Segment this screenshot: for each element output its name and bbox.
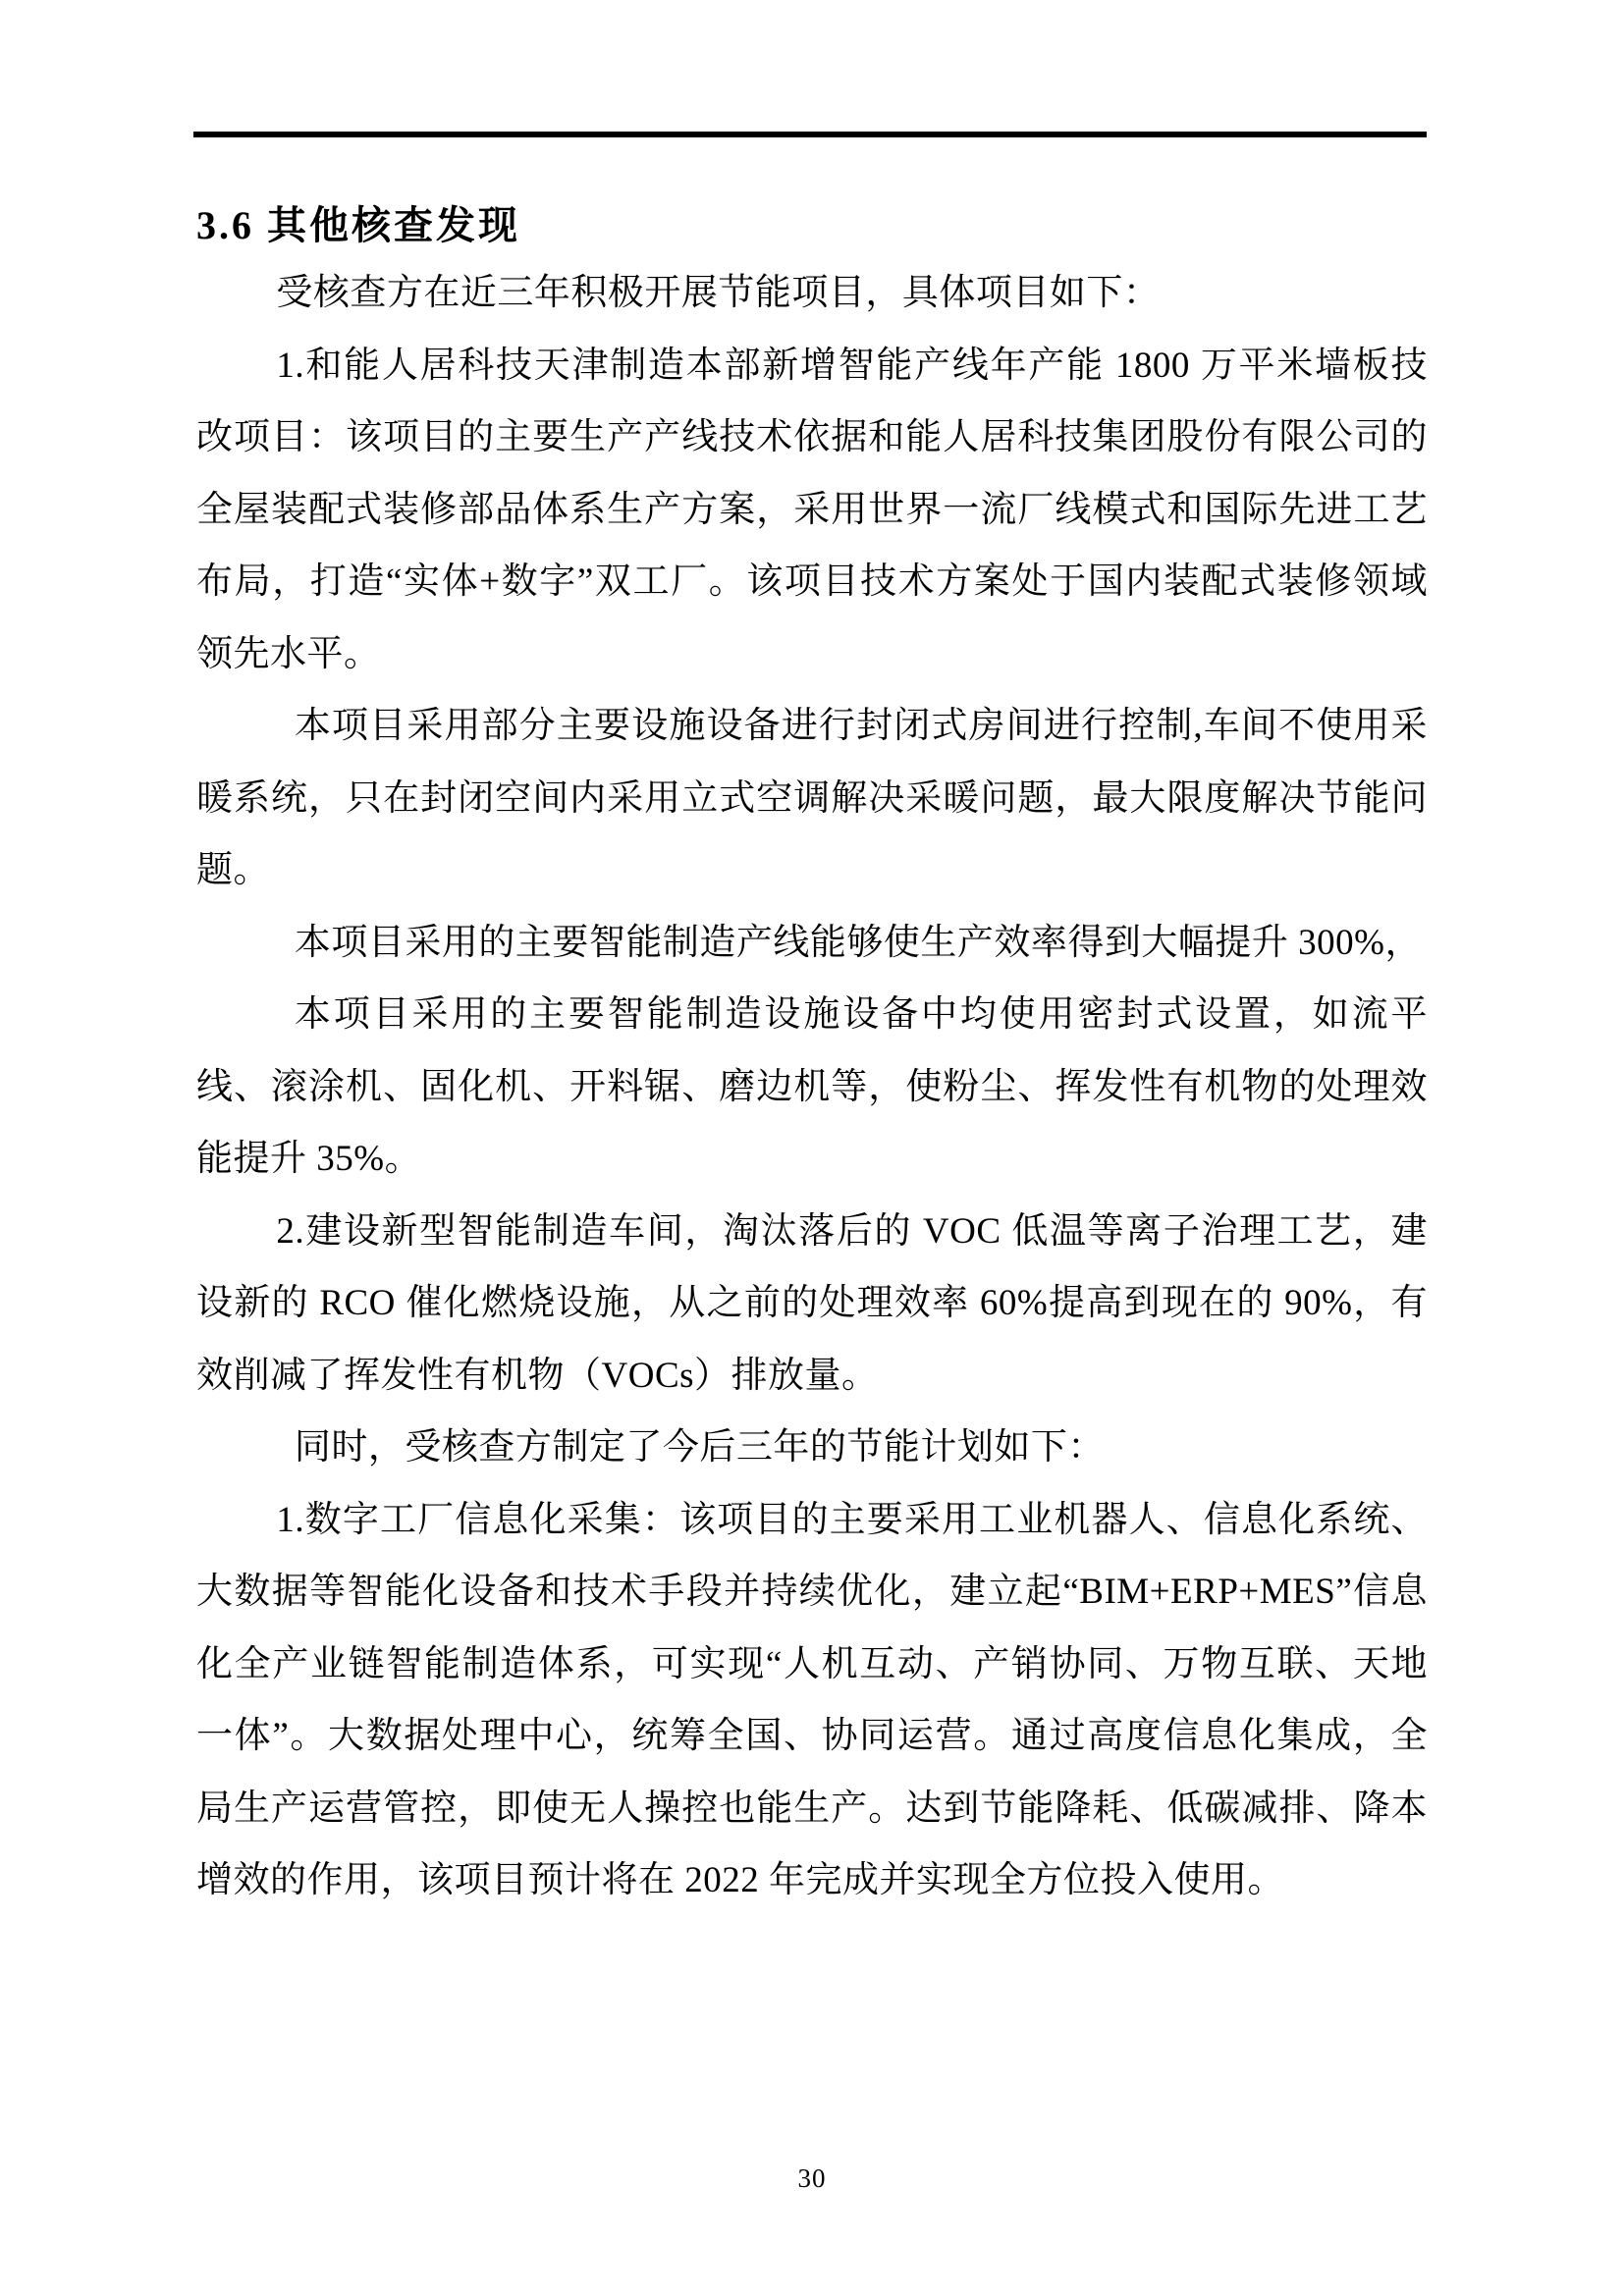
paragraph-intro: 受核查方在近三年积极开展节能项目，具体项目如下： (276, 273, 1161, 313)
section-heading: 3.6 其他核查发现 (196, 203, 520, 247)
paragraph-plan-intro: 同时，受核查方制定了今后三年的节能计划如下： (294, 1427, 1105, 1468)
paragraph-project-1: 1.和能人居科技天津制造本部新增智能产线年产能 1800 万平米墙板技改项目：该项目的主要生产产线技术依据和能人居科技集团股份有限公司的全屋装配式装修部品体系生产方案，采用世界一流厂线模式和国际先进工艺布局，打造“实体+数字”双工厂。该项目技术方案处于国内装配式装修领域领先水平。 (196, 345, 1428, 674)
paragraph-enclosed-rooms: 本项目采用部分主要设施设备进行封闭式房间进行控制,车间不使用采暖系统，只在封闭空间内采用立式空调解决采暖问题，最大限度解决节能问题。 (196, 706, 1428, 890)
paragraph-efficiency-300: 本项目采用的主要智能制造产线能够使生产效率得到大幅提升 300%， (294, 922, 1422, 963)
paragraph-sealed-equipment: 本项目采用的主要智能制造设施设备中均使用密封式设置，如流平线、滚涂机、固化机、开料锯、磨边机等，使粉尘、挥发性有机物的处理效能提升 35%。 (196, 994, 1428, 1179)
paragraph-digital-factory: 1.数字工厂信息化采集：该项目的主要采用工业机器人、信息化系统、大数据等智能化设备和技术手段并持续优化，建立起“BIM+ERP+MES”信息化全产业链智能制造体系，可实现“人机互动、产销协同、万物互联、天地一体”。大数据处理中心，统筹全国、协同运营。通过高度信息化集成，全局生产运营管控，即使无人操控也能生产。达到节能降耗、低碳减排、降本增效的作用，该项目预计将在 2022 年完成并实现全方位投入使用。 (196, 1499, 1428, 1900)
page-number: 30 (797, 2163, 827, 2193)
header-divider (193, 132, 1427, 137)
paragraph-project-2: 2.建设新型智能制造车间，淘汰落后的 VOC 低温等离子治理工艺，建设新的 RCO 催化燃烧设施，从之前的处理效率 60%提高到现在的 90%，有效削减了挥发性有机物（VOCs）排放量。 (196, 1210, 1428, 1396)
document-body (196, 257, 1428, 1917)
